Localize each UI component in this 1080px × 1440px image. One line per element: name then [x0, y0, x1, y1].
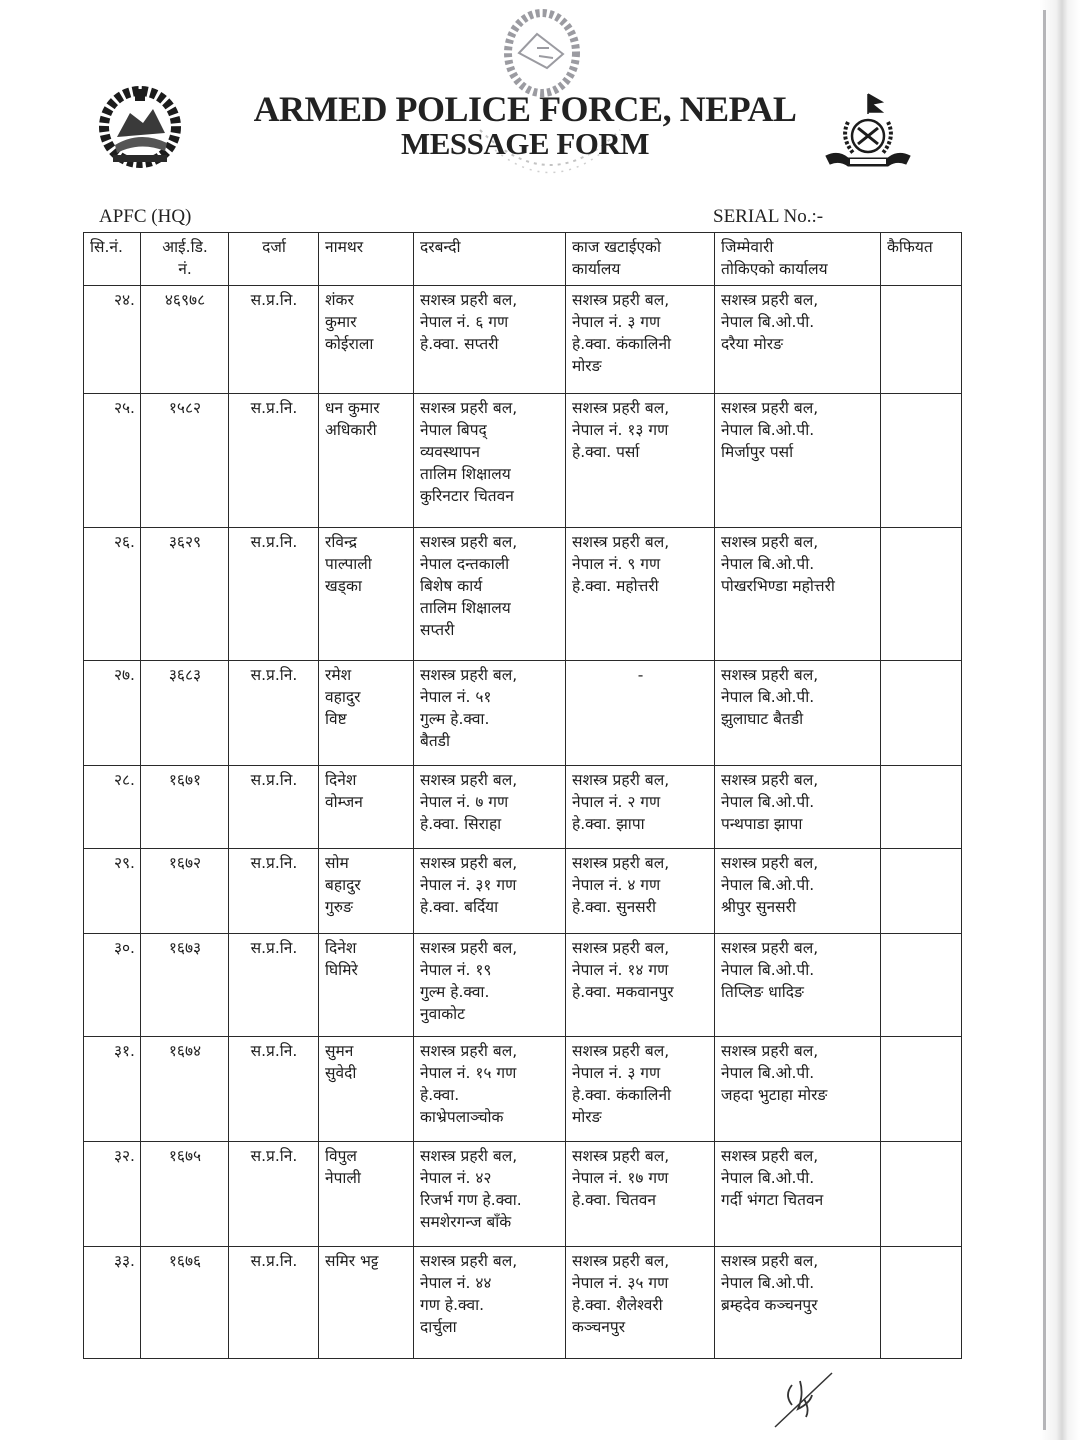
cell-post-line: सशस्त्र प्रहरी बल,	[420, 1042, 518, 1060]
cell-deputed-office-line: हे.क्वा. शैलेश्वरी	[572, 1296, 663, 1314]
cell-remarks	[881, 1247, 962, 1359]
cell-name-line: रविन्द्र	[325, 533, 357, 551]
cell-rank-text: स.प्र.नि.	[250, 939, 298, 957]
cell-post-line: नेपाल नं. ५१	[420, 688, 492, 706]
cell-serial-text: ३०.	[113, 939, 135, 957]
personnel-table	[83, 232, 962, 1359]
cell-serial	[84, 394, 141, 528]
cell-serial	[84, 528, 141, 661]
cell-serial-text: २५.	[113, 399, 135, 417]
cell-name-line: कुमार	[325, 313, 357, 331]
cell-id	[141, 286, 229, 394]
cell-serial-text: २४.	[113, 291, 135, 309]
cell-name	[319, 528, 414, 661]
cell-name-line: वोम्जन	[325, 793, 363, 811]
cell-rank-text: स.प्र.नि.	[250, 1252, 298, 1270]
cell-assigned-office-line: गर्दी भंगटा चितवन	[721, 1191, 824, 1209]
cell-assigned-office-line: ब्रम्हदेव कञ्चनपुर	[721, 1296, 818, 1314]
cell-name	[319, 394, 414, 528]
cell-deputed-office-line: नेपाल नं. ४ गण	[572, 876, 661, 894]
cell-deputed-office-line: हे.क्वा. चितवन	[572, 1191, 657, 1209]
cell-deputed-office-line: नेपाल नं. ३५ गण	[572, 1274, 669, 1292]
cell-post	[414, 766, 566, 849]
office-code: APFC (HQ)	[99, 206, 192, 227]
cell-deputed-office-line: कञ्चनपुर	[572, 1318, 626, 1336]
cell-assigned-office-line: सशस्त्र प्रहरी बल,	[721, 399, 819, 417]
cell-rank	[229, 528, 319, 661]
col-header-serial: सि.नं.	[84, 233, 141, 286]
cell-post-line: सशस्त्र प्रहरी बल,	[420, 1252, 518, 1270]
cell-id	[141, 1037, 229, 1142]
cell-post	[414, 1247, 566, 1359]
cell-id-text: १६७५	[168, 1147, 202, 1165]
cell-remarks	[881, 528, 962, 661]
cell-post-line: सशस्त्र प्रहरी बल,	[420, 1147, 518, 1165]
cell-post-line: रिजर्भ गण हे.क्वा.	[420, 1191, 522, 1209]
cell-post-line: नेपाल नं. ३१ गण	[420, 876, 517, 894]
cell-serial	[84, 766, 141, 849]
cell-assigned-office-line: श्रीपुर सुनसरी	[721, 898, 796, 916]
cell-rank-text: स.प्र.नि.	[250, 1042, 298, 1060]
cell-name-line: सुमन	[325, 1042, 354, 1060]
col-header-id: आई.डि. नं.	[141, 233, 229, 286]
table-row	[84, 934, 962, 1037]
cell-remarks	[881, 286, 962, 394]
cell-rank-text: स.प्र.नि.	[250, 399, 298, 417]
cell-id	[141, 934, 229, 1037]
cell-id-text: १६७१	[168, 771, 202, 789]
table-row	[84, 394, 962, 528]
cell-assigned-office-line: दरैया मोरङ	[721, 335, 783, 353]
cell-assigned-office-line: नेपाल बि.ओ.पी.	[721, 793, 815, 811]
cell-id-text: १५८२	[168, 399, 202, 417]
cell-post-line: नेपाल नं. ४२	[420, 1169, 492, 1187]
cell-assigned-office-line: पोखरभिण्डा महोत्तरी	[721, 577, 835, 595]
document-subtitle: MESSAGE FORM	[400, 126, 650, 161]
cell-post-line: तालिम शिक्षालय	[420, 465, 511, 483]
cell-name-line: बहादुर	[325, 876, 361, 894]
cell-post-line: नेपाल नं. १९	[420, 961, 492, 979]
cell-rank	[229, 1142, 319, 1247]
cell-name	[319, 1247, 414, 1359]
cell-deputed-office-line: मोरङ	[572, 357, 602, 375]
cell-assigned-office	[715, 528, 881, 661]
cell-name-line: शंकर	[325, 291, 354, 309]
cell-rank	[229, 1247, 319, 1359]
cell-id	[141, 849, 229, 934]
cell-post-line: हे.क्वा. सप्तरी	[420, 335, 499, 353]
cell-deputed-office	[566, 934, 715, 1037]
cell-deputed-office-line: नेपाल नं. ३ गण	[572, 313, 661, 331]
cell-deputed-office-line: सशस्त्र प्रहरी बल,	[572, 1042, 670, 1060]
page-edge-shadow	[1040, 0, 1080, 1440]
cell-post	[414, 394, 566, 528]
cell-deputed-office-line: नेपाल नं. ९ गण	[572, 555, 661, 573]
cell-post-line: नुवाकोट	[420, 1005, 465, 1023]
cell-deputed-office-line: मोरङ	[572, 1108, 602, 1126]
serial-number-label: SERIAL No.:-	[713, 206, 824, 227]
cell-name-line: गुरुङ	[325, 898, 353, 916]
cell-deputed-office-line: हे.क्वा. पर्सा	[572, 443, 640, 461]
cell-id-text: ३६८३	[168, 666, 202, 684]
cell-deputed-office-line: सशस्त्र प्रहरी बल,	[572, 1147, 670, 1165]
cell-id	[141, 1142, 229, 1247]
cell-deputed-office	[566, 1142, 715, 1247]
cell-serial	[84, 1142, 141, 1247]
cell-assigned-office-line: नेपाल बि.ओ.पी.	[721, 688, 815, 706]
cell-deputed-office-line: हे.क्वा. महोत्तरी	[572, 577, 659, 595]
cell-name-line: खड्का	[325, 577, 362, 595]
cell-post	[414, 661, 566, 766]
cell-assigned-office-line: तिप्लिङ धादिङ	[721, 983, 804, 1001]
cell-deputed-office-line: सशस्त्र प्रहरी बल,	[572, 1252, 670, 1270]
cell-assigned-office-line: नेपाल बि.ओ.पी.	[721, 876, 815, 894]
cell-assigned-office	[715, 661, 881, 766]
cell-post	[414, 849, 566, 934]
cell-serial-text: २६.	[113, 533, 135, 551]
cell-assigned-office-line: सशस्त्र प्रहरी बल,	[721, 291, 819, 309]
cell-post-line: सशस्त्र प्रहरी बल,	[420, 854, 518, 872]
cell-post-line: नेपाल बिपद्	[420, 421, 487, 439]
cell-name-line: अधिकारी	[325, 421, 377, 439]
cell-post-line: गण हे.क्वा.	[420, 1296, 485, 1314]
table-row	[84, 661, 962, 766]
cell-rank	[229, 1037, 319, 1142]
cell-rank	[229, 661, 319, 766]
cell-assigned-office-line: नेपाल बि.ओ.पी.	[721, 1169, 815, 1187]
cell-id-text: १६७४	[168, 1042, 202, 1060]
cell-deputed-office	[566, 849, 715, 934]
cell-deputed-office	[566, 1037, 715, 1142]
cell-name-line: विष्ट	[325, 710, 347, 728]
cell-post-line: नेपाल नं. १५ गण	[420, 1064, 517, 1082]
cell-assigned-office-line: मिर्जापुर पर्सा	[721, 443, 794, 461]
cell-name-line: समिर भट्ट	[325, 1252, 379, 1270]
cell-post-line: कुरिनटार चितवन	[420, 487, 514, 505]
cell-name-line: सुवेदी	[325, 1064, 357, 1082]
cell-id-text: ३६२९	[168, 533, 202, 551]
cell-serial-text: ३१.	[113, 1042, 135, 1060]
cell-post-line: सशस्त्र प्रहरी बल,	[420, 939, 518, 957]
cell-serial	[84, 1037, 141, 1142]
cell-id-text: १६७२	[168, 854, 202, 872]
cell-post-line: नेपाल नं. ४४	[420, 1274, 492, 1292]
cell-name	[319, 934, 414, 1037]
cell-remarks	[881, 934, 962, 1037]
cell-post-line: सशस्त्र प्रहरी बल,	[420, 533, 518, 551]
cell-name	[319, 661, 414, 766]
cell-id	[141, 394, 229, 528]
cell-assigned-office-line: सशस्त्र प्रहरी बल,	[721, 533, 819, 551]
cell-deputed-office-line: नेपाल नं. १७ गण	[572, 1169, 669, 1187]
cell-deputed-office-line: -	[637, 666, 644, 684]
table-row	[84, 1142, 962, 1247]
document-title: ARMED POLICE FORCE, NEPAL	[253, 89, 797, 129]
cell-post-line: सप्तरी	[420, 621, 455, 639]
cell-serial	[84, 1247, 141, 1359]
cell-serial	[84, 849, 141, 934]
cell-id	[141, 1247, 229, 1359]
cell-name	[319, 1037, 414, 1142]
cell-assigned-office-line: नेपाल बि.ओ.पी.	[721, 555, 815, 573]
cell-rank-text: स.प्र.नि.	[250, 771, 298, 789]
cell-deputed-office	[566, 528, 715, 661]
cell-post-line: सशस्त्र प्रहरी बल,	[420, 771, 518, 789]
cell-remarks	[881, 849, 962, 934]
table-row	[84, 1037, 962, 1142]
cell-deputed-office	[566, 661, 715, 766]
cell-name-line: सोम	[325, 854, 349, 872]
cell-rank-text: स.प्र.नि.	[250, 666, 298, 684]
page-edge-line	[1043, 10, 1046, 1430]
cell-post-line: व्यवस्थापन	[420, 443, 480, 461]
cell-assigned-office-line: पन्थपाडा झापा	[721, 815, 803, 833]
cell-assigned-office-line: सशस्त्र प्रहरी बल,	[721, 854, 819, 872]
cell-deputed-office-line: सशस्त्र प्रहरी बल,	[572, 533, 670, 551]
cell-assigned-office-line: नेपाल बि.ओ.पी.	[721, 961, 815, 979]
cell-post	[414, 934, 566, 1037]
apf-emblem-icon	[818, 92, 918, 174]
cell-post	[414, 528, 566, 661]
cell-deputed-office-line: नेपाल नं. २ गण	[572, 793, 661, 811]
cell-deputed-office-line: नेपाल नं. ३ गण	[572, 1064, 661, 1082]
cell-post-line: बिशेष कार्य	[420, 577, 483, 595]
cell-deputed-office-line: सशस्त्र प्रहरी बल,	[572, 854, 670, 872]
cell-name	[319, 286, 414, 394]
cell-post-line: सशस्त्र प्रहरी बल,	[420, 399, 518, 417]
cell-id	[141, 766, 229, 849]
cell-deputed-office	[566, 766, 715, 849]
cell-post-line: सशस्त्र प्रहरी बल,	[420, 666, 518, 684]
cell-assigned-office-line: नेपाल बि.ओ.पी.	[721, 1274, 815, 1292]
cell-post-line: गुल्म हे.क्वा.	[420, 983, 490, 1001]
cell-assigned-office-line: जहदा भुटाहा मोरङ	[721, 1086, 828, 1104]
cell-post-line: समशेरगन्ज बाँके	[420, 1213, 512, 1231]
cell-deputed-office-line: हे.क्वा. कंकालिनी	[572, 335, 672, 353]
cell-assigned-office-line: नेपाल बि.ओ.पी.	[721, 313, 815, 331]
cell-post	[414, 1037, 566, 1142]
cell-name-line: नेपाली	[325, 1169, 361, 1187]
cell-remarks	[881, 1142, 962, 1247]
cell-deputed-office-line: हे.क्वा. मकवानपुर	[572, 983, 674, 1001]
cell-rank	[229, 766, 319, 849]
cell-assigned-office-line: सशस्त्र प्रहरी बल,	[721, 771, 819, 789]
cell-assigned-office	[715, 1142, 881, 1247]
cell-assigned-office-line: सशस्त्र प्रहरी बल,	[721, 1147, 819, 1165]
cell-post-line: गुल्म हे.क्वा.	[420, 710, 490, 728]
cell-assigned-office	[715, 1037, 881, 1142]
cell-assigned-office	[715, 766, 881, 849]
cell-deputed-office	[566, 1247, 715, 1359]
cell-name-line: दिनेश	[325, 939, 357, 957]
cell-remarks	[881, 394, 962, 528]
cell-rank-text: स.प्र.नि.	[250, 854, 298, 872]
cell-deputed-office-line: सशस्त्र प्रहरी बल,	[572, 771, 670, 789]
cell-name-line: वहादुर	[325, 688, 361, 706]
cell-assigned-office-line: सशस्त्र प्रहरी बल,	[721, 1252, 819, 1270]
cell-name-line: कोईराला	[325, 335, 374, 353]
cell-assigned-office	[715, 934, 881, 1037]
cell-id-text: १६७३	[168, 939, 202, 957]
cell-rank	[229, 849, 319, 934]
cell-rank	[229, 934, 319, 1037]
cell-post-line: दार्चुला	[420, 1318, 457, 1336]
cell-post	[414, 1142, 566, 1247]
cell-post-line: सशस्त्र प्रहरी बल,	[420, 291, 518, 309]
nepal-emblem-icon	[95, 85, 185, 170]
office-seal-icon	[497, 8, 587, 98]
cell-id	[141, 661, 229, 766]
cell-post	[414, 286, 566, 394]
cell-name-line: रमेश	[325, 666, 352, 684]
cell-serial	[84, 661, 141, 766]
cell-serial	[84, 286, 141, 394]
cell-name	[319, 1142, 414, 1247]
table-row	[84, 766, 962, 849]
table-row	[84, 528, 962, 661]
cell-rank-text: स.प्र.नि.	[250, 291, 298, 309]
cell-deputed-office	[566, 394, 715, 528]
cell-rank	[229, 286, 319, 394]
cell-post-line: तालिम शिक्षालय	[420, 599, 511, 617]
cell-name-line: विपुल	[325, 1147, 357, 1165]
cell-assigned-office-line: सशस्त्र प्रहरी बल,	[721, 1042, 819, 1060]
cell-remarks	[881, 661, 962, 766]
col-header-name: नामथर	[319, 233, 414, 286]
cell-assigned-office-line: नेपाल बि.ओ.पी.	[721, 1064, 815, 1082]
cell-post-line: हे.क्वा. सिराहा	[420, 815, 502, 833]
cell-deputed-office-line: सशस्त्र प्रहरी बल,	[572, 399, 670, 417]
cell-name	[319, 849, 414, 934]
col-header-deputed-office: काज खटाईएको कार्यालय	[566, 233, 715, 286]
cell-name	[319, 766, 414, 849]
cell-deputed-office-line: हे.क्वा. झापा	[572, 815, 645, 833]
cell-serial-text: २८.	[113, 771, 135, 789]
cell-post-line: बैतडी	[420, 732, 450, 750]
cell-remarks	[881, 1037, 962, 1142]
cell-serial-text: ३२.	[113, 1147, 135, 1165]
cell-deputed-office	[566, 286, 715, 394]
cell-post-line: हे.क्वा. बर्दिया	[420, 898, 499, 916]
cell-id-text: ४६९७८	[164, 291, 206, 309]
cell-post-line: नेपाल नं. ६ गण	[420, 313, 509, 331]
cell-post-line: नेपाल दन्तकाली	[420, 555, 510, 573]
cell-id-text: १६७६	[168, 1252, 202, 1270]
cell-rank-text: स.प्र.नि.	[250, 1147, 298, 1165]
cell-rank	[229, 394, 319, 528]
cell-deputed-office-line: सशस्त्र प्रहरी बल,	[572, 939, 670, 957]
col-header-remarks: कैफियत	[881, 233, 962, 286]
cell-rank-text: स.प्र.नि.	[250, 533, 298, 551]
cell-name-line: धन कुमार	[325, 399, 380, 417]
table-header-row	[84, 233, 962, 286]
cell-assigned-office-line: झुलाघाट बैतडी	[721, 710, 804, 728]
cell-serial	[84, 934, 141, 1037]
cell-assigned-office	[715, 849, 881, 934]
cell-name-line: घिमिरे	[325, 961, 358, 979]
cell-deputed-office-line: नेपाल नं. १३ गण	[572, 421, 669, 439]
cell-serial-text: २७.	[113, 666, 135, 684]
cell-assigned-office-line: सशस्त्र प्रहरी बल,	[721, 939, 819, 957]
cell-name-line: दिनेश	[325, 771, 357, 789]
cell-deputed-office-line: हे.क्वा. सुनसरी	[572, 898, 657, 916]
cell-assigned-office	[715, 1247, 881, 1359]
cell-name-line: पाल्पाली	[325, 555, 372, 573]
cell-assigned-office-line: नेपाल बि.ओ.पी.	[721, 421, 815, 439]
cell-remarks	[881, 766, 962, 849]
cell-deputed-office-line: हे.क्वा. कंकालिनी	[572, 1086, 672, 1104]
cell-id	[141, 528, 229, 661]
col-header-assigned-office: जिम्मेवारी तोकिएको कार्यालय	[715, 233, 881, 286]
cell-serial-text: २९.	[113, 854, 135, 872]
cell-deputed-office-line: सशस्त्र प्रहरी बल,	[572, 291, 670, 309]
cell-assigned-office-line: सशस्त्र प्रहरी बल,	[721, 666, 819, 684]
col-header-post: दरबन्दी	[414, 233, 566, 286]
cell-assigned-office	[715, 286, 881, 394]
table-row	[84, 849, 962, 934]
cell-deputed-office-line: नेपाल नं. १४ गण	[572, 961, 669, 979]
col-header-rank: दर्जा	[229, 233, 319, 286]
table-row	[84, 286, 962, 394]
table-row	[84, 1247, 962, 1359]
cell-assigned-office	[715, 394, 881, 528]
signature-icon	[770, 1365, 840, 1435]
cell-serial-text: ३३.	[113, 1252, 135, 1270]
cell-post-line: नेपाल नं. ७ गण	[420, 793, 509, 811]
cell-post-line: काभ्रेपलाञ्चोक	[420, 1108, 504, 1126]
cell-post-line: हे.क्वा.	[420, 1086, 460, 1104]
